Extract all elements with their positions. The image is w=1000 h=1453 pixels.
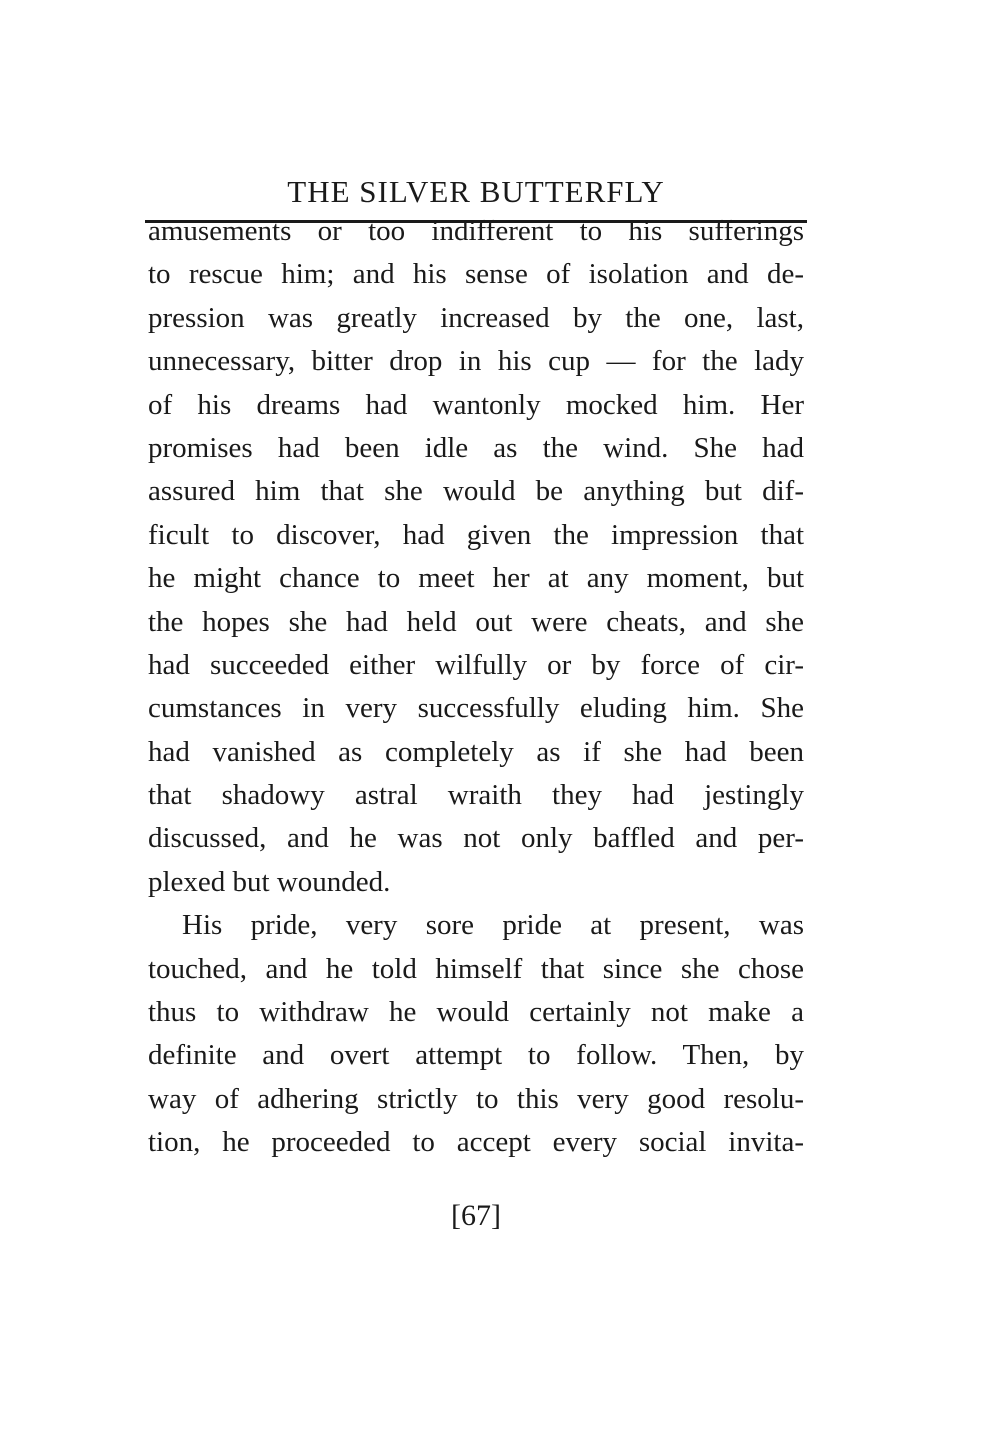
- text-line: plexed but wounded.: [148, 865, 391, 898]
- text-line: tion, he proceeded to accept every social invita-: [148, 1126, 804, 1159]
- text-line: way of adhering strictly to this very good resolu-: [148, 1082, 804, 1115]
- text-line: touched, and he told himself that since she chose: [148, 952, 804, 985]
- text-line: to rescue him; and his sense of isolation and de-: [148, 258, 804, 291]
- text-line: amusements or too indifferent to his sufferings: [148, 215, 804, 247]
- text-line: discussed, and he was not only baffled and per-: [148, 822, 804, 855]
- text-line: of his dreams had wantonly mocked him. Her: [148, 388, 804, 421]
- body-text: [148, 210, 804, 1165]
- text-line: had vanished as completely as if she had been: [148, 735, 804, 768]
- text-line: His pride, very sore pride at present, was: [182, 909, 804, 942]
- text-line: cumstances in very successfully eluding him. She: [148, 692, 804, 725]
- text-line: assured him that she would be anything but dif-: [148, 475, 804, 508]
- text-line: the hopes she had held out were cheats, and she: [148, 605, 804, 638]
- text-line: he might chance to meet her at any moment, but: [148, 562, 804, 595]
- text-line: had succeeded either wilfully or by force of cir-: [148, 648, 804, 681]
- text-line: thus to withdraw he would certainly not make a: [148, 996, 804, 1029]
- running-head: THE SILVER BUTTERFLY: [287, 174, 665, 209]
- text-line: that shadowy astral wraith they had jestingly: [148, 779, 804, 812]
- text-line: pression was greatly increased by the one, last,: [148, 301, 804, 334]
- text-line: promises had been idle as the wind. She had: [148, 431, 804, 464]
- text-line: ficult to discover, had given the impression that: [148, 518, 804, 551]
- text-line: definite and overt attempt to follow. Then, by: [148, 1039, 804, 1072]
- page-number: [67]: [451, 1199, 501, 1232]
- text-line: unnecessary, bitter drop in his cup — for the lady: [148, 345, 804, 378]
